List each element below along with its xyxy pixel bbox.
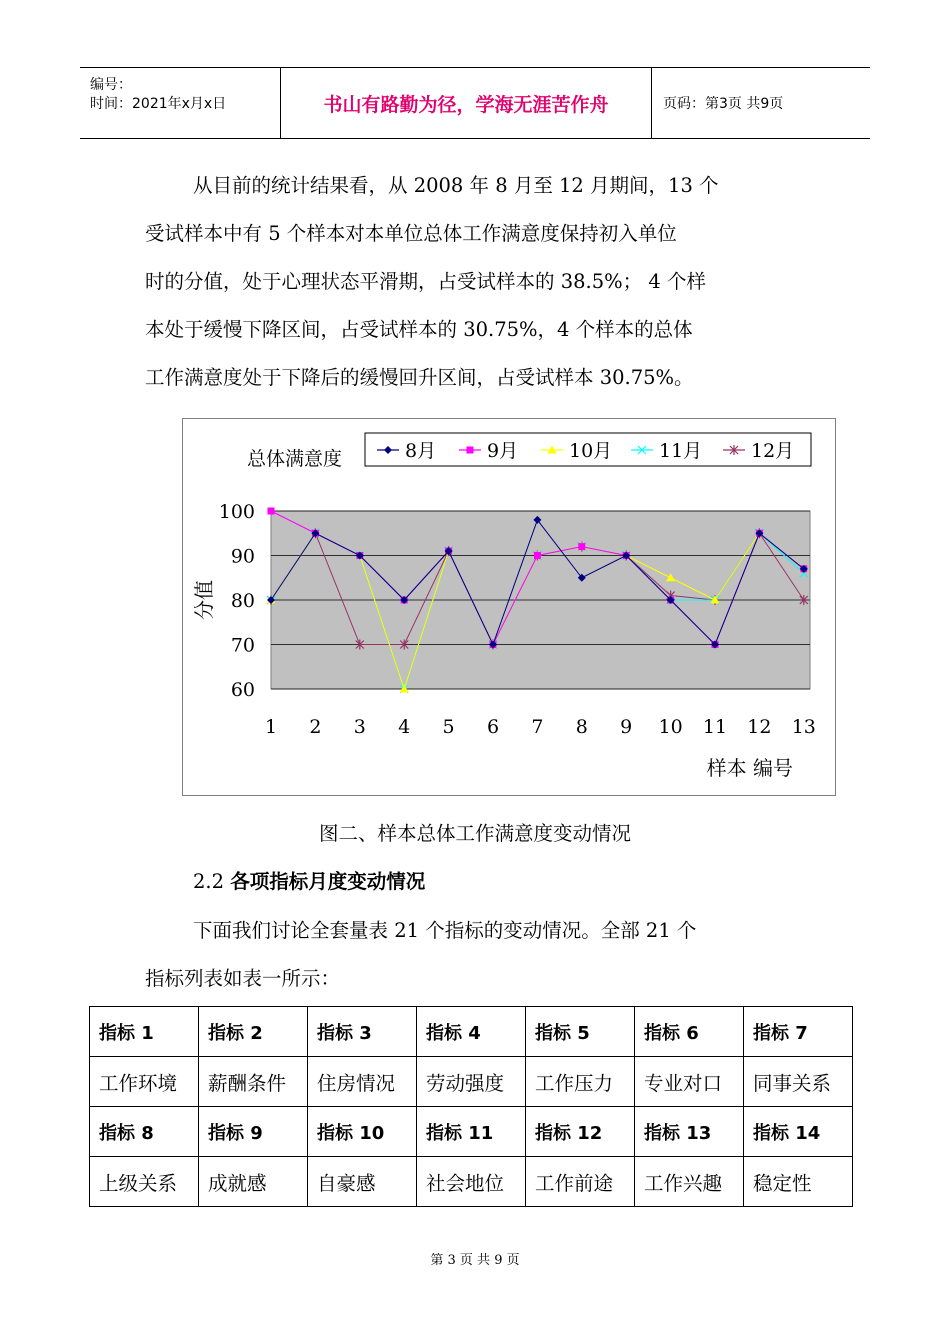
y-tick-label: 90 — [230, 545, 255, 568]
table-header-cell: 指标 1 — [90, 1007, 199, 1057]
figure-caption: 图二、样本总体工作满意度变动情况 — [318, 822, 631, 845]
indicator-table — [89, 1006, 853, 1207]
satisfaction-chart — [182, 418, 836, 796]
table-cell: 工作环境 — [90, 1057, 199, 1107]
x-tick-label: 6 — [486, 716, 500, 738]
data-point — [268, 508, 275, 515]
data-point — [534, 552, 541, 559]
header-number-label: 编号： — [90, 77, 132, 93]
legend-label: 9月 — [487, 440, 519, 462]
header-time-label: 时间：2021年x月x日 — [90, 96, 227, 112]
y-tick-label: 80 — [230, 590, 255, 612]
paragraph-line: 本处于缓慢下降区间，占受试样本的 30.75%，4 个样本的总体 — [145, 318, 693, 341]
table-header-cell: 指标 12 — [526, 1107, 635, 1157]
table-row — [90, 1057, 853, 1107]
x-tick-label: 7 — [531, 716, 544, 738]
paragraph-line: 工作满意度处于下降后的缓慢回升区间，占受试样本 30.75%。 — [145, 366, 694, 389]
table-cell: 住房情况 — [308, 1057, 417, 1107]
table-header-cell: 指标 6 — [635, 1007, 744, 1057]
table-cell: 工作前途 — [526, 1157, 635, 1207]
table-header-cell: 指标 2 — [199, 1007, 308, 1057]
chart-canvas — [183, 419, 835, 795]
section-heading — [193, 866, 425, 894]
x-tick-label: 9 — [620, 716, 633, 738]
header-motto: 书山有路勤为径，学海无涯苦作舟 — [281, 68, 652, 138]
table-cell: 社会地位 — [417, 1157, 526, 1207]
data-point — [578, 543, 585, 550]
table-header-cell: 指标 11 — [417, 1107, 526, 1157]
table-header-cell: 指标 14 — [744, 1107, 853, 1157]
table-cell: 工作压力 — [526, 1057, 635, 1107]
x-tick-label: 11 — [702, 716, 728, 738]
section-number: 2.2 — [193, 870, 225, 893]
table-header-cell: 指标 8 — [90, 1107, 199, 1157]
paragraph-statistics — [145, 162, 810, 402]
x-tick-label: 13 — [791, 716, 816, 738]
paragraph-line: 受试样本中有 5 个样本对本单位总体工作满意度保持初入单位 — [145, 222, 677, 245]
legend-marker — [467, 447, 474, 454]
table-header-cell: 指标 5 — [526, 1007, 635, 1057]
table-row — [90, 1157, 853, 1207]
chart-title: 总体满意度 — [247, 448, 343, 470]
table-header-cell: 指标 3 — [308, 1007, 417, 1057]
table-cell: 同事关系 — [744, 1057, 853, 1107]
table-header-cell: 指标 9 — [199, 1107, 308, 1157]
legend-label: 12月 — [751, 440, 795, 462]
table-row — [90, 1007, 853, 1057]
table-cell: 劳动强度 — [417, 1057, 526, 1107]
page-header — [80, 67, 870, 139]
x-tick-label: 4 — [398, 716, 411, 738]
paragraph-line: 时的分值，处于心理状态平滑期，占受试样本的 38.5%； 4 个样 — [145, 270, 706, 293]
x-tick-label: 2 — [309, 716, 322, 738]
legend-label: 11月 — [659, 440, 703, 462]
page-footer: 第 3 页 共 9 页 — [430, 1253, 520, 1268]
x-tick-label: 5 — [442, 716, 455, 738]
table-cell: 自豪感 — [308, 1157, 417, 1207]
x-tick-label: 8 — [575, 716, 588, 738]
table-header-cell: 指标 10 — [308, 1107, 417, 1157]
table-header-cell: 指标 4 — [417, 1007, 526, 1057]
paragraph-line: 指标列表如表一所示： — [145, 967, 341, 990]
table-cell: 稳定性 — [744, 1157, 853, 1207]
section-title: 各项指标月度变动情况 — [230, 870, 426, 893]
y-tick-label: 100 — [218, 501, 255, 523]
y-tick-label: 60 — [230, 679, 255, 701]
table-header-cell: 指标 13 — [635, 1107, 744, 1157]
paragraph-indicators — [145, 907, 810, 1003]
header-meta-cell — [80, 68, 281, 138]
paragraph-line: 从目前的统计结果看，从 2008 年 8 月至 12 月期间，13 个 — [193, 174, 719, 197]
x-tick-label: 12 — [747, 716, 772, 738]
x-tick-label: 1 — [264, 716, 278, 738]
table-cell: 成就感 — [199, 1157, 308, 1207]
table-cell: 薪酬条件 — [199, 1057, 308, 1107]
x-tick-label: 10 — [658, 716, 683, 738]
table-cell: 工作兴趣 — [635, 1157, 744, 1207]
table-cell: 上级关系 — [90, 1157, 199, 1207]
paragraph-line: 下面我们讨论全套量表 21 个指标的变动情况。全部 21 个 — [193, 919, 697, 942]
table-cell: 专业对口 — [635, 1057, 744, 1107]
header-page-label: 页码：第3页 共9页 — [663, 96, 784, 112]
x-tick-label: 3 — [353, 716, 366, 738]
x-axis-label: 样本 编号 — [706, 756, 793, 780]
y-axis-label: 分值 — [192, 580, 216, 620]
y-tick-label: 70 — [230, 634, 255, 657]
legend-label: 10月 — [569, 440, 613, 462]
legend-label: 8月 — [405, 440, 437, 462]
table-row — [90, 1107, 853, 1157]
table-header-cell: 指标 7 — [744, 1007, 853, 1057]
